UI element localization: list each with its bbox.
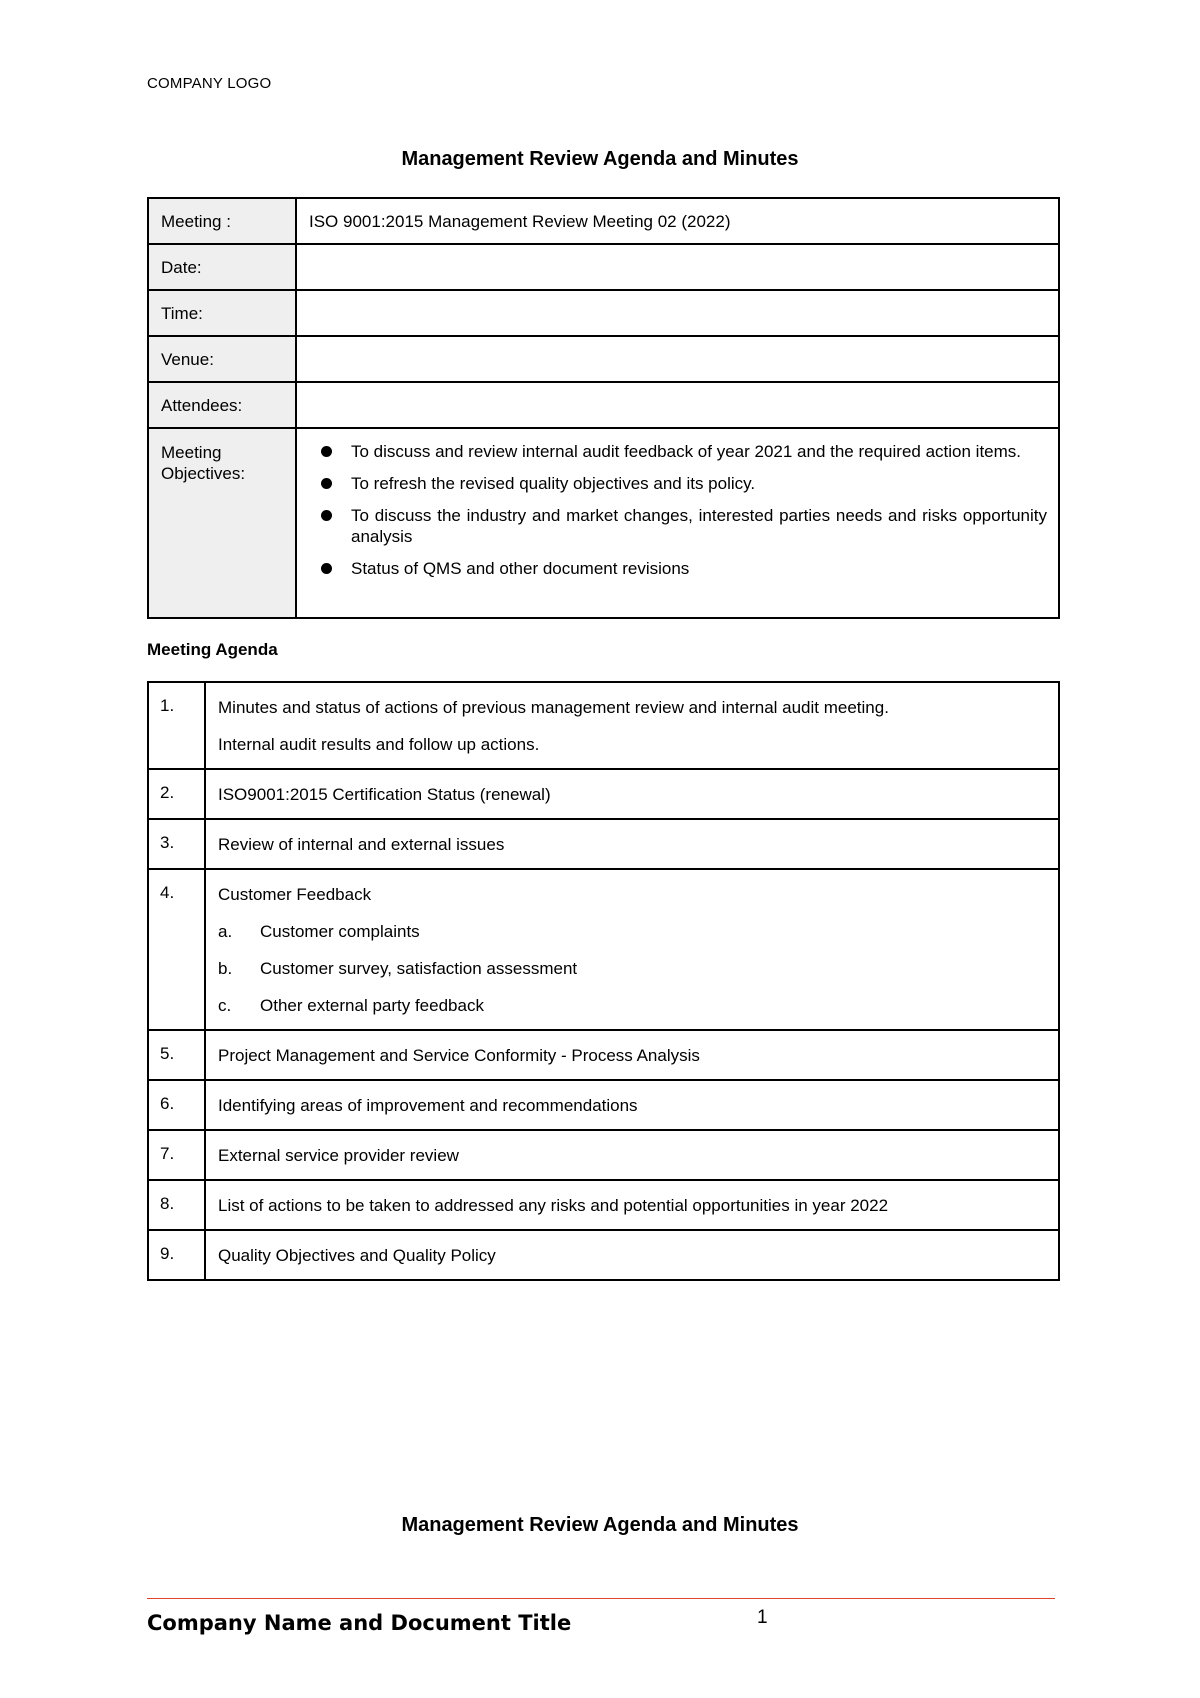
date-row bbox=[148, 244, 1059, 290]
date-label: Date: bbox=[148, 244, 296, 290]
time-value bbox=[296, 290, 1059, 336]
attendees-row bbox=[148, 382, 1059, 428]
attendees-value bbox=[296, 382, 1059, 428]
agenda-row bbox=[148, 1030, 1059, 1080]
agenda-row bbox=[148, 1230, 1059, 1280]
company-logo: COMPANY LOGO bbox=[147, 75, 272, 92]
objective-item bbox=[309, 505, 1047, 547]
agenda-line: Minutes and status of actions of previous management review and internal audit meeting. bbox=[218, 698, 889, 717]
agenda-line: Customer Feedback bbox=[218, 885, 372, 904]
agenda-text bbox=[205, 682, 1059, 769]
agenda-row bbox=[148, 819, 1059, 869]
agenda-text bbox=[205, 1080, 1059, 1130]
attendees-label: Attendees: bbox=[148, 382, 296, 428]
agenda-row bbox=[148, 1080, 1059, 1130]
objective-text: Status of QMS and other document revisions bbox=[351, 559, 690, 578]
meeting-row bbox=[148, 198, 1059, 244]
footer-rule bbox=[147, 1598, 1055, 1599]
time-row bbox=[148, 290, 1059, 336]
agenda-subitem bbox=[218, 920, 1046, 943]
subitem-text: Customer survey, satisfaction assessment bbox=[260, 959, 578, 978]
agenda-number: 8. bbox=[148, 1180, 205, 1230]
page-title: Management Review Agenda and Minutes bbox=[401, 148, 799, 170]
bullet-icon bbox=[321, 510, 332, 521]
bullet-icon bbox=[321, 446, 332, 457]
objective-text: To discuss and review internal audit feedback of year 2021 and the required action items. bbox=[351, 442, 1022, 461]
agenda-number: 1. bbox=[148, 682, 205, 769]
agenda-row bbox=[148, 1130, 1059, 1180]
objective-text: To refresh the revised quality objectives and its policy. bbox=[351, 474, 756, 493]
agenda-line: ISO9001:2015 Certification Status (renewal) bbox=[218, 785, 551, 804]
agenda-number: 3. bbox=[148, 819, 205, 869]
agenda-number: 5. bbox=[148, 1030, 205, 1080]
agenda-row bbox=[148, 1180, 1059, 1230]
meeting-label: Meeting : bbox=[148, 198, 296, 244]
objective-item bbox=[309, 473, 1047, 494]
subitem-letter: b. bbox=[218, 959, 233, 978]
venue-row bbox=[148, 336, 1059, 382]
agenda-line: External service provider review bbox=[218, 1146, 459, 1165]
subitem-text: Customer complaints bbox=[260, 922, 420, 941]
venue-value bbox=[296, 336, 1059, 382]
date-value bbox=[296, 244, 1059, 290]
subitem-text: Other external party feedback bbox=[260, 996, 484, 1015]
footer-title: Company Name and Document Title bbox=[147, 1611, 572, 1635]
agenda-row bbox=[148, 769, 1059, 819]
bullet-icon bbox=[321, 478, 332, 489]
objectives-list bbox=[309, 441, 1047, 579]
agenda-text bbox=[205, 1180, 1059, 1230]
agenda-table bbox=[147, 681, 1060, 1281]
agenda-row bbox=[148, 869, 1059, 1030]
agenda-line: List of actions to be taken to addressed any risks and potential opportunities in year 2022 bbox=[218, 1196, 889, 1215]
agenda-text bbox=[205, 869, 1059, 1030]
agenda-text bbox=[205, 769, 1059, 819]
agenda-text bbox=[205, 1030, 1059, 1080]
agenda-number: 6. bbox=[148, 1080, 205, 1130]
subitem-letter: c. bbox=[218, 996, 232, 1015]
agenda-number: 4. bbox=[148, 869, 205, 1030]
page-number: 1 bbox=[757, 1607, 768, 1628]
agenda-text bbox=[205, 1230, 1059, 1280]
agenda-line: Internal audit results and follow up actions. bbox=[218, 735, 540, 754]
agenda-subitem bbox=[218, 957, 1046, 980]
bottom-title: Management Review Agenda and Minutes bbox=[401, 1514, 799, 1536]
venue-label: Venue: bbox=[148, 336, 296, 382]
time-label: Time: bbox=[148, 290, 296, 336]
objectives-row bbox=[148, 428, 1059, 618]
bullet-icon bbox=[321, 563, 332, 574]
agenda-subitem bbox=[218, 994, 1046, 1017]
objective-item bbox=[309, 441, 1047, 462]
objective-item bbox=[309, 558, 1047, 579]
agenda-text bbox=[205, 1130, 1059, 1180]
agenda-number: 2. bbox=[148, 769, 205, 819]
agenda-line: Identifying areas of improvement and recommendations bbox=[218, 1096, 638, 1115]
meeting-value: ISO 9001:2015 Management Review Meeting 02 (2022) bbox=[296, 198, 1059, 244]
agenda-number: 9. bbox=[148, 1230, 205, 1280]
objectives-cell bbox=[296, 428, 1059, 618]
subitem-letter: a. bbox=[218, 922, 233, 941]
agenda-number: 7. bbox=[148, 1130, 205, 1180]
agenda-text bbox=[205, 819, 1059, 869]
meeting-info-table bbox=[147, 197, 1060, 619]
agenda-line: Review of internal and external issues bbox=[218, 835, 505, 854]
agenda-line: Quality Objectives and Quality Policy bbox=[218, 1246, 496, 1265]
agenda-row bbox=[148, 682, 1059, 769]
agenda-line: Project Management and Service Conformity - Process Analysis bbox=[218, 1046, 700, 1065]
objectives-label: Meeting Objectives: bbox=[148, 428, 296, 618]
meeting-agenda-heading: Meeting Agenda bbox=[147, 640, 278, 659]
objective-text: To discuss the industry and market changes, interested parties needs and risks opportunity analysis bbox=[351, 506, 1047, 546]
